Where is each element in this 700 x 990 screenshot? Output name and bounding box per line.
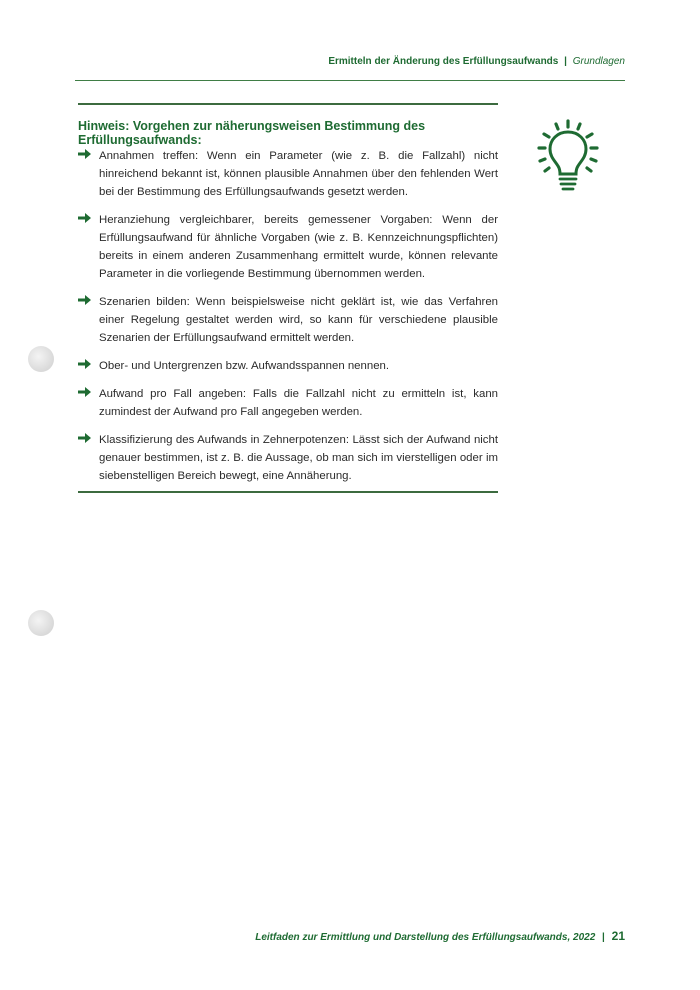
running-footer (255, 929, 625, 943)
lightbulb-icon (535, 118, 601, 198)
punch-hole (28, 346, 54, 372)
running-header (328, 56, 625, 67)
footer-separator: | (602, 932, 605, 943)
hint-box-top-rule (78, 103, 498, 105)
header-divider (75, 80, 625, 81)
list-item-text: Ober- und Untergrenzen bzw. Aufwandsspannen nennen. (99, 360, 390, 372)
page-number: 21 (611, 929, 625, 943)
header-separator: | (564, 56, 567, 67)
list-item (78, 431, 498, 485)
header-section: Grundlagen (572, 56, 625, 67)
list-item-text: Annahmen treffen: Wenn ein Parameter (wie z. B. die Fallzahl) nicht hinreichend bekannt ist, können plausible Annahmen über den fehlenden Wert bei der Bestimmung des Erfüllungsaufwands gesetzt werden. (99, 150, 498, 198)
list-item (78, 385, 498, 421)
list-item (78, 357, 498, 375)
arrow-right-icon (78, 386, 92, 398)
arrow-right-icon (78, 294, 92, 306)
arrow-right-icon (78, 212, 92, 224)
hint-title: Hinweis: Vorgehen zur näherungsweisen Bestimmung des Erfüllungsaufwands: (78, 119, 426, 147)
list-item (78, 211, 498, 283)
arrow-right-icon (78, 358, 92, 370)
list-item-text: Heranziehung vergleichbarer, bereits gemessener Vorgaben: Wenn der Erfüllungsaufwand für ähnliche Vorgaben (wie z. B. Kennzeichnungspflichten) bereits in einem anderen Zusammenhang ermittelt wurde, können relevante Parameter in die vorliegende Bestimmung übernommen werden. (99, 214, 498, 280)
arrow-right-icon (78, 148, 92, 160)
list-item-text: Aufwand pro Fall angeben: Falls die Fallzahl nicht zu ermitteln ist, kann zumindest der Aufwand pro Fall angegeben werden. (99, 388, 498, 418)
arrow-right-icon (78, 432, 92, 444)
header-chapter: Ermitteln der Änderung des Erfüllungsaufwands (328, 56, 559, 67)
list-item (78, 147, 498, 201)
list-item-text: Szenarien bilden: Wenn beispielsweise nicht geklärt ist, wie das Verfahren einer Regelung gestaltet werden wird, so kann für verschiedene plausible Szenarien der Erfüllungsaufwand ermittelt werden. (99, 296, 498, 344)
list-item (78, 293, 498, 347)
punch-hole (28, 610, 54, 636)
list-item-text: Klassifizierung des Aufwands in Zehnerpotenzen: Lässt sich der Aufwand nicht genauer bestimmen, ist z. B. die Aussage, ob man sich im vierstelligen oder im siebenstelligen Bereich bewegt, eine Annäherung. (99, 434, 498, 482)
footer-title: Leitfaden zur Ermittlung und Darstellung des Erfüllungsaufwands, 2022 (255, 932, 596, 943)
hint-box-bottom-rule (78, 491, 498, 493)
hint-list (78, 147, 498, 495)
